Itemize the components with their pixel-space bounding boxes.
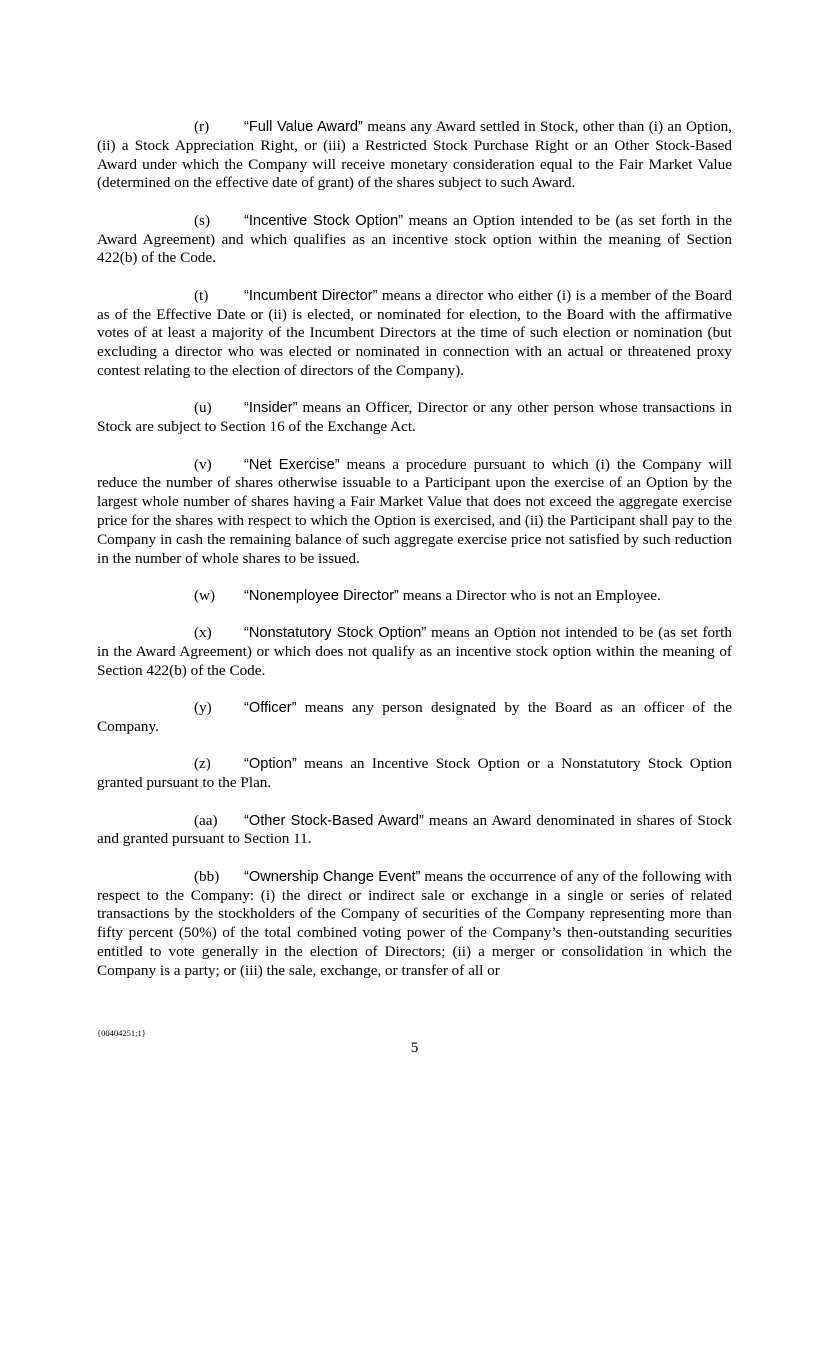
definition-body: means any Award settled in Stock, other than (i) an Option, (ii) a Stock Appreciation Right, or (iii) a Restricted Stock Purchase Right or an Other Stock-Based Award under which the Company will receive monetary consideration equal to the Fair Market Value (determined on the effective date of grant) of the shares subject to such Award. bbox=[97, 118, 732, 192]
definition-body: means a Director who is not an Employee. bbox=[398, 586, 661, 604]
definition-body: means an Incentive Stock Option or a Nonstatutory Stock Option granted pursuant to the Plan. bbox=[97, 755, 732, 792]
definition-t bbox=[97, 287, 732, 381]
definition-body: means the occurrence of any of the following with respect to the Company: (i) the direct or indirect sale or exchange in a single or series of related transactions by the stockholders of the Company of securities of the Company representing more than fifty percent (50%) of the total combined voting power of the Company’s then-outstanding securities entitled to vote generally in the election of Directors; (ii) a merger or consolidation in which the Company is a party; or (iii) the sale, exchange, or transfer of all or bbox=[97, 867, 732, 979]
definition-number: (z) bbox=[194, 755, 211, 773]
page-number: 5 bbox=[410, 1039, 419, 1056]
definition-number: (s) bbox=[194, 211, 211, 229]
definition-term: “Net Exercise” bbox=[244, 456, 340, 473]
definition-u bbox=[97, 399, 732, 437]
definition-term: “Incumbent Director” bbox=[244, 287, 378, 304]
definition-number: (x) bbox=[194, 624, 212, 642]
definition-term: “Incentive Stock Option” bbox=[244, 212, 404, 229]
definition-number: (bb) bbox=[194, 867, 220, 885]
definition-term: “Officer” bbox=[244, 700, 297, 717]
definition-x bbox=[97, 624, 732, 680]
definition-term: “Nonemployee Director” bbox=[244, 587, 399, 604]
definition-number: (aa) bbox=[194, 811, 218, 829]
definition-number: (t) bbox=[194, 286, 209, 304]
definition-term: “Full Value Award” bbox=[244, 119, 363, 135]
definition-term: “Other Stock-Based Award” bbox=[244, 812, 424, 829]
definition-number: (v) bbox=[194, 455, 212, 473]
definition-s bbox=[97, 212, 732, 268]
definition-w bbox=[97, 587, 732, 606]
definition-term: “Nonstatutory Stock Option” bbox=[244, 625, 427, 642]
definition-term: “Insider” bbox=[244, 400, 298, 417]
definition-number: (w) bbox=[194, 586, 216, 604]
definition-number: (r) bbox=[194, 118, 210, 135]
definition-body: means a director who either (i) is a member of the Board as of the Effective Date or (ii) is elected, or nominated for election, to the Board with the affirmative votes of at least a majority of the Incumbent Directors at the time of such election or nomination (but excluding a director who was elected or nominated in connection with an actual or threatened proxy contest relating to the election of directors of the Company). bbox=[97, 286, 732, 379]
definition-body: means an Option intended to be (as set forth in the Award Agreement) and which qualifies as an incentive stock option within the meaning of Section 422(b) of the Code. bbox=[97, 211, 732, 267]
definition-body: means a procedure pursuant to which (i) the Company will reduce the number of shares otherwise issuable to a Participant upon the exercise of an Option by the largest whole number of shares having a Fair Market Value that does not exceed the aggregate exercise price for the shares with respect to which the Option is exercised, and (ii) the Participant shall pay to the Company in cash the remaining balance of such aggregate exercise price not satisfied by such reduction in the number of whole shares to be issued. bbox=[97, 455, 733, 567]
definition-z bbox=[97, 755, 732, 793]
definition-bb bbox=[97, 868, 732, 981]
definition-number: (u) bbox=[194, 399, 212, 417]
definition-aa bbox=[97, 812, 732, 850]
document-id: {00404251;1} bbox=[97, 1028, 146, 1038]
definition-body: means any person designated by the Board as an officer of the Company. bbox=[97, 699, 732, 736]
definition-r bbox=[97, 118, 732, 193]
definition-body: means an Officer, Director or any other person whose transactions in Stock are subject to Section 16 of the Exchange Act. bbox=[97, 399, 732, 436]
definition-number: (y) bbox=[194, 699, 212, 717]
definition-term: “Ownership Change Event” bbox=[244, 868, 421, 885]
definition-y bbox=[97, 699, 732, 737]
definition-term: “Option” bbox=[244, 756, 297, 773]
definition-v bbox=[97, 456, 732, 569]
definition-body: means an Award denominated in shares of Stock and granted pursuant to Section 11. bbox=[97, 811, 732, 848]
definitions-section bbox=[97, 118, 732, 999]
definition-body: means an Option not intended to be (as set forth in the Award Agreement) or which does not qualify as an incentive stock option within the meaning of Section 422(b) of the Code. bbox=[97, 624, 732, 679]
